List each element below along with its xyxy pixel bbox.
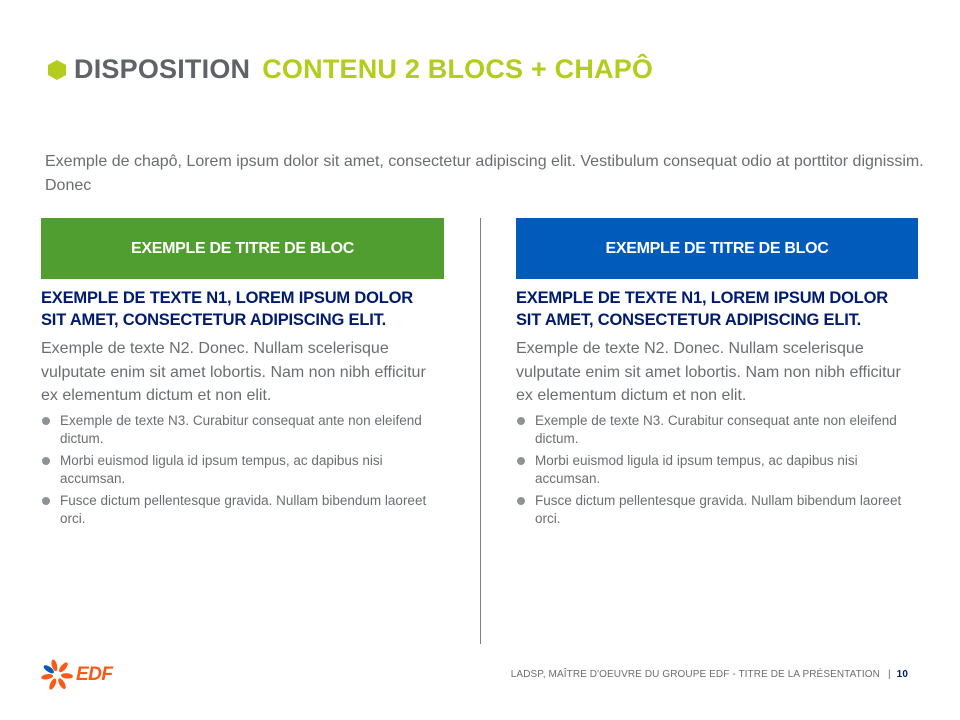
slide-footer <box>511 669 908 680</box>
bullet-dot-icon <box>517 417 525 425</box>
bullet-text: Fusce dictum pellentesque gravida. Nullam bibendum laoreet orci. <box>60 492 427 526</box>
edf-burst-icon <box>40 658 74 692</box>
block-text-n1-right: EXEMPLE DE TEXTE N1, LOREM IPSUM DOLOR SIT AMET, CONSECTETUR ADIPISCING ELIT. <box>516 289 888 329</box>
content-block-left <box>41 218 444 532</box>
block-header-right: EXEMPLE DE TITRE DE BLOC <box>516 218 918 279</box>
slide-title-part2: CONTENU 2 BLOCS + CHAPÔ <box>262 54 654 84</box>
bullet-dot-icon <box>42 457 50 465</box>
block-bullet-list-left <box>41 412 444 529</box>
footer-text: LADSP, MAÎTRE D'OEUVRE DU GROUPE EDF - TITRE DE LA PRÉSENTATION <box>510 669 880 680</box>
page-number: 10 <box>896 669 908 680</box>
chapo-text: Exemple de chapô, Lorem ipsum dolor sit amet, consectetur adipiscing elit. Vestibulum consequat odio at porttitor dignissim. Donec <box>45 153 924 194</box>
footer-separator: | <box>887 669 891 680</box>
block-text-n2-left: Exemple de texte N2. Donec. Nullam scelerisque vulputate enim sit amet lobortis. Nam non nibh efficitur ex elementum dictum et non elit. <box>41 340 426 404</box>
column-divider <box>480 218 481 644</box>
content-block-right <box>516 218 918 532</box>
bullet-text: Morbi euismod ligula id ipsum tempus, ac dapibus nisi accumsan. <box>60 452 383 486</box>
bullet-text: Fusce dictum pellentesque gravida. Nullam bibendum laoreet orci. <box>535 492 902 526</box>
block-header-left: EXEMPLE DE TITRE DE BLOC <box>41 218 444 279</box>
slide-title-part1: DISPOSITION <box>74 54 251 84</box>
bullet-text: Exemple de texte N3. Curabitur consequat ante non eleifend dictum. <box>60 412 422 446</box>
block-text-n2-right: Exemple de texte N2. Donec. Nullam scelerisque vulputate enim sit amet lobortis. Nam non nibh efficitur ex elementum dictum et non elit. <box>516 340 901 404</box>
bullet-dot-icon <box>517 497 525 505</box>
list-item <box>41 492 444 529</box>
bullet-text: Exemple de texte N3. Curabitur consequat ante non eleifend dictum. <box>535 412 897 446</box>
slide-title <box>48 54 653 85</box>
list-item <box>516 412 918 449</box>
hexagon-bullet-icon <box>48 60 66 80</box>
edf-logo-text: EDF <box>76 664 113 685</box>
list-item <box>41 452 444 489</box>
list-item <box>516 452 918 489</box>
block-text-n1-left: EXEMPLE DE TEXTE N1, LOREM IPSUM DOLOR SIT AMET, CONSECTETUR ADIPISCING ELIT. <box>41 289 413 329</box>
bullet-dot-icon <box>42 497 50 505</box>
list-item <box>516 492 918 529</box>
block-bullet-list-right <box>516 412 918 529</box>
list-item <box>41 412 444 449</box>
edf-logo <box>40 658 113 692</box>
bullet-text: Morbi euismod ligula id ipsum tempus, ac dapibus nisi accumsan. <box>535 452 858 486</box>
bullet-dot-icon <box>517 457 525 465</box>
bullet-dot-icon <box>42 417 50 425</box>
